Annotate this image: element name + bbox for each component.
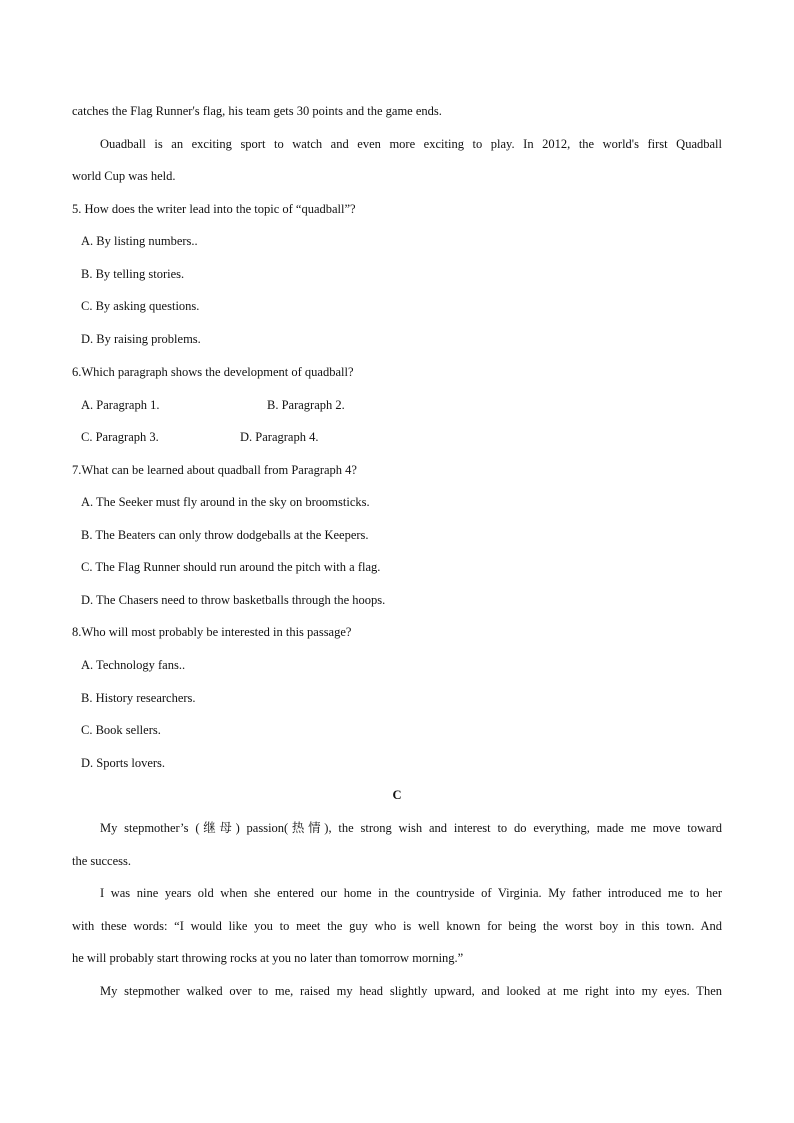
question-5-option-b: B. By telling stories. — [81, 267, 185, 281]
question-6-option-c: C. Paragraph 3. — [81, 430, 159, 444]
passage-c-paragraph-line: I was nine years old when she entered our home in the countryside of Virginia. My father introduced me to her — [100, 886, 722, 900]
passage-c-paragraph-line: with these words: “I would like you to meet the guy who is well known for being the worst boy in this town. And — [72, 919, 722, 933]
question-7-stem: 7.What can be learned about quadball from Paragraph 4? — [72, 463, 357, 477]
passage-c-paragraph-line: My stepmother’s (继母) passion(热情), the strong wish and interest to do everything, made me move toward — [100, 821, 722, 835]
question-8-option-b: B. History researchers. — [81, 691, 196, 705]
passage-b-text-line: catches the Flag Runner's flag, his team gets 30 points and the game ends. — [72, 104, 442, 118]
question-5-option-a: A. By listing numbers.. — [81, 234, 198, 248]
question-5-option-c: C. By asking questions. — [81, 299, 200, 313]
question-7-option-b: B. The Beaters can only throw dodgeballs at the Keepers. — [81, 528, 369, 542]
question-5-stem: 5. How does the writer lead into the topic of “quadball”? — [72, 202, 356, 216]
question-8-option-c: C. Book sellers. — [81, 723, 161, 737]
question-7-option-c: C. The Flag Runner should run around the pitch with a flag. — [81, 560, 381, 574]
passage-c-heading: C — [392, 788, 402, 802]
question-8-stem: 8.Who will most probably be interested in this passage? — [72, 625, 352, 639]
question-5-option-d: D. By raising problems. — [81, 332, 201, 346]
question-8-option-d: D. Sports lovers. — [81, 756, 166, 770]
question-6-option-b: B. Paragraph 2. — [267, 398, 345, 412]
question-6-option-a: A. Paragraph 1. — [81, 398, 160, 412]
passage-c-paragraph-line: My stepmother walked over to me, raised my head slightly upward, and looked at me right into my eyes. Then — [100, 984, 722, 998]
question-7-option-a: A. The Seeker must fly around in the sky on broomsticks. — [81, 495, 370, 509]
passage-c-paragraph-line: the success. — [72, 854, 132, 868]
passage-c-paragraph-line: he will probably start throwing rocks at you no later than tomorrow morning.” — [72, 951, 464, 965]
question-8-option-a: A. Technology fans.. — [81, 658, 186, 672]
question-6-option-d: D. Paragraph 4. — [240, 430, 319, 444]
passage-b-paragraph-line: Ouadball is an exciting sport to watch and even more exciting to play. In 2012, the world's first Quadball — [100, 137, 722, 151]
question-6-stem: 6.Which paragraph shows the development of quadball? — [72, 365, 354, 379]
passage-b-paragraph-line: world Cup was held. — [72, 169, 176, 183]
question-7-option-d: D. The Chasers need to throw basketballs through the hoops. — [81, 593, 386, 607]
